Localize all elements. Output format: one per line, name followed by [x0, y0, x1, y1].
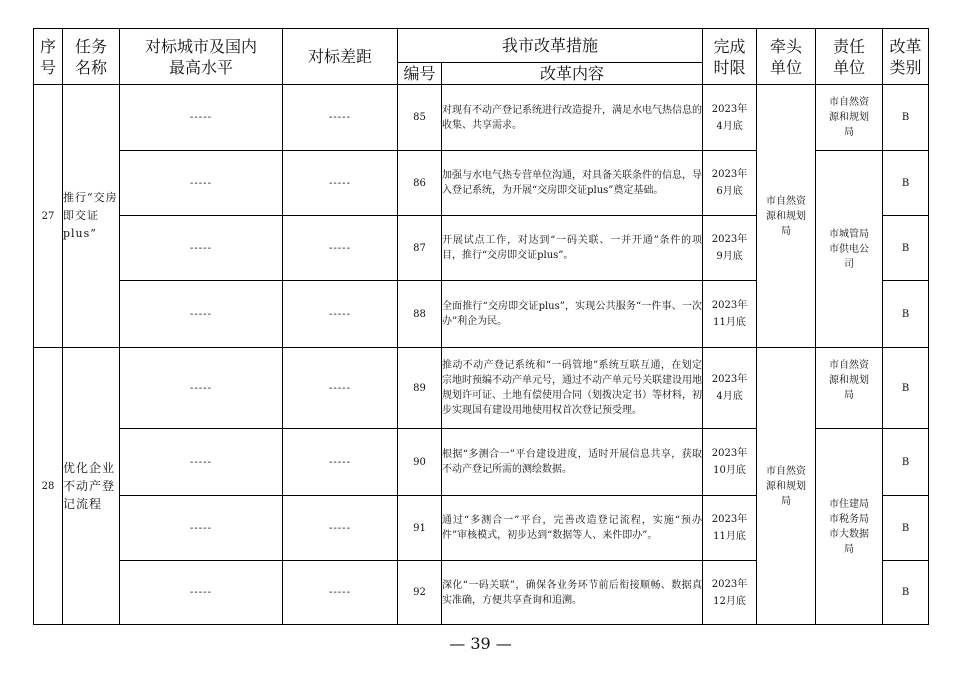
- table-row: [34, 85, 929, 151]
- category-cell: B: [883, 85, 929, 151]
- gap-cell: -----: [283, 85, 398, 151]
- header-seq: 序号: [34, 29, 63, 85]
- benchmark-cell: -----: [120, 151, 283, 216]
- category-cell: B: [883, 429, 929, 496]
- lead-cell: 市自然资源和规划局: [757, 348, 816, 625]
- header-deadline: 完成时限: [703, 29, 757, 85]
- content-cell: 推动不动产登记系统和“一码管地”系统互联互通，在划定宗地时预编不动产单元号，通过不动产单元号关联建设用地规划许可证、土地有偿使用合同（划拨决定书）等材料，初步实现国有建设用地使用权首次登记预受理。: [442, 348, 703, 429]
- benchmark-cell: -----: [120, 281, 283, 348]
- content-cell: 加强与水电气热专营单位沟通，对具备关联条件的信息，导入登记系统，为开展“交房即交证plus”奠定基础。: [442, 151, 703, 216]
- deadline-cell: 2023年4月底: [703, 85, 757, 151]
- category-cell: B: [883, 496, 929, 561]
- responsible-cell: 市自然资源和规划局: [816, 348, 883, 429]
- header-row: [34, 29, 929, 63]
- number-cell: 85: [398, 85, 442, 151]
- header-benchmark: 对标城市及国内最高水平: [120, 29, 283, 85]
- responsible-cell: 市住建局市税务局市大数据局: [816, 429, 883, 625]
- number-cell: 90: [398, 429, 442, 496]
- deadline-cell: 2023年9月底: [703, 216, 757, 281]
- gap-cell: -----: [283, 281, 398, 348]
- deadline-cell: 2023年11月底: [703, 496, 757, 561]
- header-lead: 牵头单位: [757, 29, 816, 85]
- number-cell: 91: [398, 496, 442, 561]
- category-cell: B: [883, 216, 929, 281]
- header-number: 编号: [398, 63, 442, 85]
- responsible-cell: 市自然资源和规划局: [816, 85, 883, 151]
- benchmark-cell: -----: [120, 561, 283, 625]
- benchmark-cell: -----: [120, 348, 283, 429]
- group-seq: 27: [34, 85, 63, 348]
- group-seq: 28: [34, 348, 63, 625]
- number-cell: 87: [398, 216, 442, 281]
- deadline-cell: 2023年4月底: [703, 348, 757, 429]
- benchmark-cell: -----: [120, 429, 283, 496]
- header-measures: 我市改革措施: [398, 29, 703, 63]
- content-cell: 全面推行“交房即交证plus”，实现公共服务“一件事、一次办”利企为民。: [442, 281, 703, 348]
- gap-cell: -----: [283, 348, 398, 429]
- content-cell: 根据“多测合一”平台建设进度，适时开展信息共享，获取不动产登记所需的测绘数据。: [442, 429, 703, 496]
- category-cell: B: [883, 561, 929, 625]
- content-cell: 开展试点工作，对达到“一码关联、一并开通”条件的项目，推行“交房即交证plus”。: [442, 216, 703, 281]
- benchmark-cell: -----: [120, 216, 283, 281]
- page-number: — 39 —: [449, 634, 512, 653]
- header-category: 改革类别: [883, 29, 929, 85]
- reform-measures-table: [33, 28, 929, 625]
- number-cell: 92: [398, 561, 442, 625]
- content-cell: 深化“一码关联”，确保各业务环节前后衔接顺畅、数据真实准确，方便共享查询和追溯。: [442, 561, 703, 625]
- number-cell: 86: [398, 151, 442, 216]
- deadline-cell: 2023年6月底: [703, 151, 757, 216]
- table-row: [34, 348, 929, 429]
- number-cell: 89: [398, 348, 442, 429]
- content-cell: 对现有不动产登记系统进行改造提升，满足水电气热信息的收集、共享需求。: [442, 85, 703, 151]
- deadline-cell: 2023年12月底: [703, 561, 757, 625]
- gap-cell: -----: [283, 216, 398, 281]
- category-cell: B: [883, 151, 929, 216]
- responsible-cell: 市城管局市供电公司: [816, 151, 883, 348]
- gap-cell: -----: [283, 496, 398, 561]
- category-cell: B: [883, 281, 929, 348]
- category-cell: B: [883, 348, 929, 429]
- group-task: 推行“交房即交证plus”: [63, 85, 120, 348]
- group-task: 优化企业不动产登记流程: [63, 348, 120, 625]
- number-cell: 88: [398, 281, 442, 348]
- deadline-cell: 2023年10月底: [703, 429, 757, 496]
- lead-cell: 市自然资源和规划局: [757, 85, 816, 348]
- header-responsible: 责任单位: [816, 29, 883, 85]
- gap-cell: -----: [283, 429, 398, 496]
- deadline-cell: 2023年11月底: [703, 281, 757, 348]
- content-cell: 通过“多测合一”平台，完善改造登记流程，实施“预办件”审核模式，初步达到“数据等人、来件即办”。: [442, 496, 703, 561]
- gap-cell: -----: [283, 561, 398, 625]
- header-task-name: 任务名称: [63, 29, 120, 85]
- gap-cell: -----: [283, 151, 398, 216]
- header-gap: 对标差距: [283, 29, 398, 85]
- header-content: 改革内容: [442, 63, 703, 85]
- benchmark-cell: -----: [120, 85, 283, 151]
- benchmark-cell: -----: [120, 496, 283, 561]
